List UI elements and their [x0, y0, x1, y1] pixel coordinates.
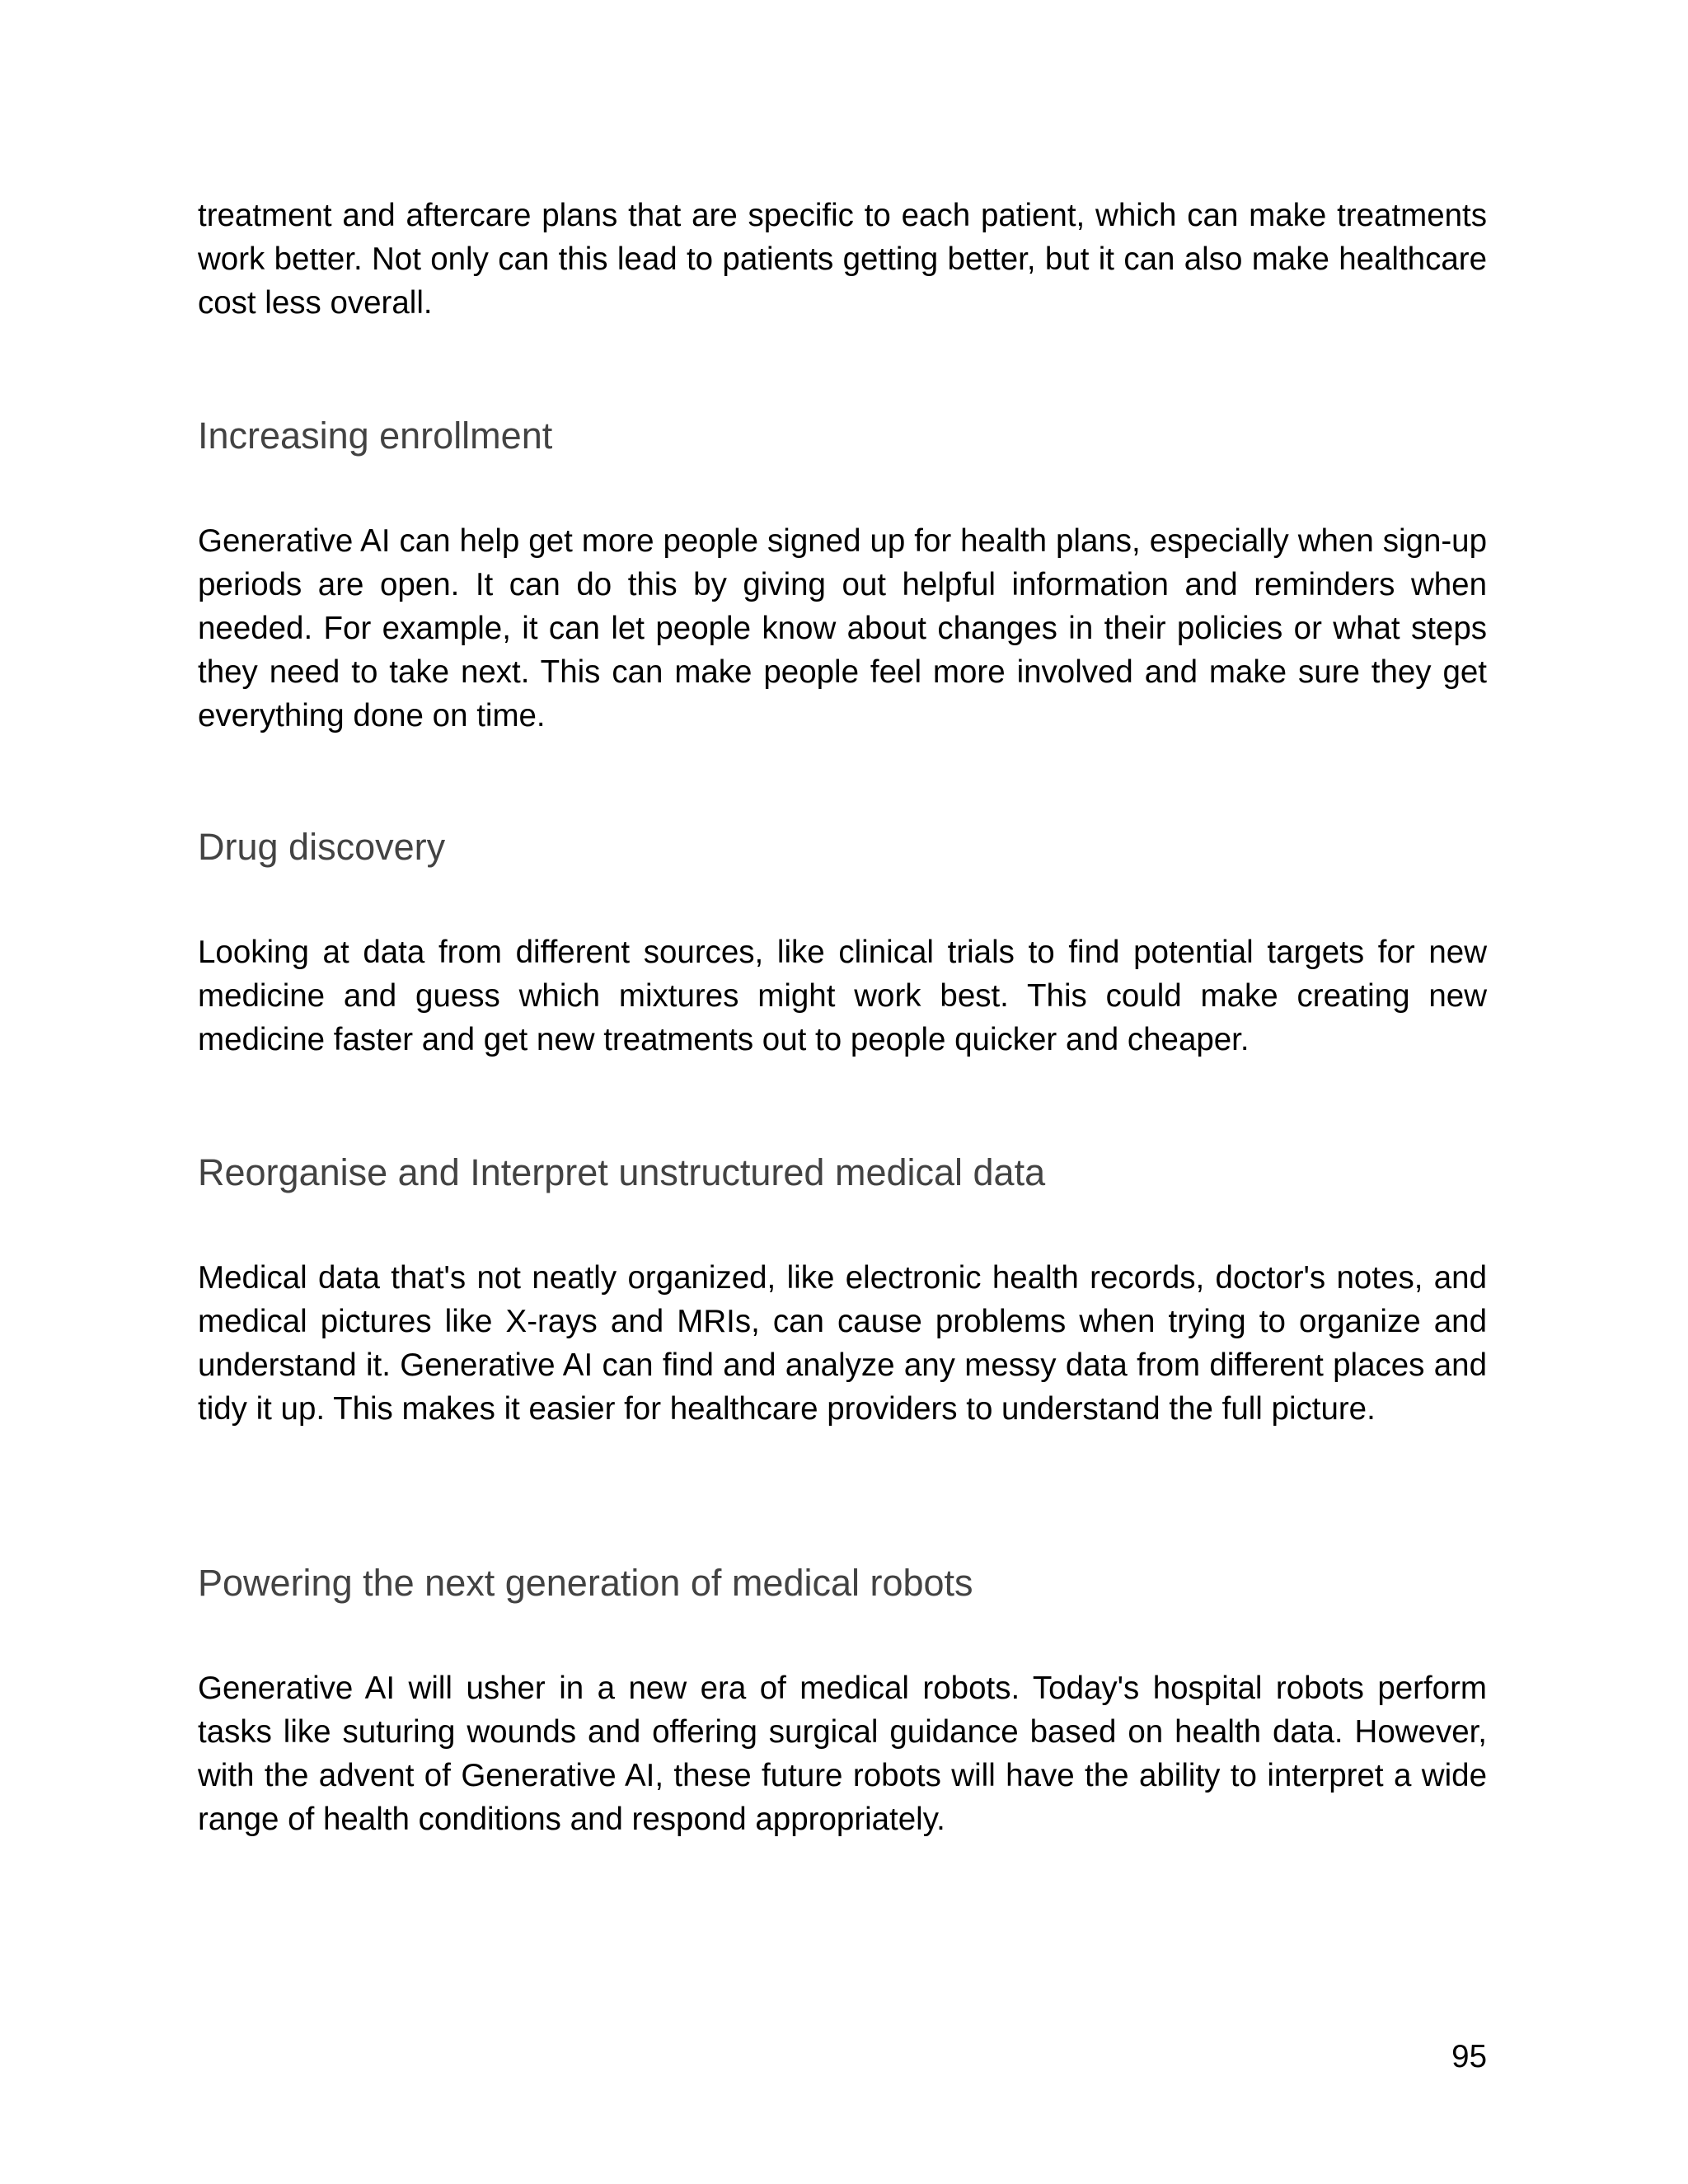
- intro-paragraph: treatment and aftercare plans that are specific to each patient, which can make treatments work better. Not only can this lead to patients getting better, but it can also make healthcare cost less overall.: [198, 198, 1487, 321]
- section-body-increasing-enrollment: Generative AI can help get more people signed up for health plans, especially when sign-up periods are open. It can do this by giving out helpful information and reminders when needed. For example, it can let people know about changes in their policies or what steps they need to take next. This can make people feel more involved and make sure they get everything done on time.: [198, 523, 1487, 733]
- section-heading-drug-discovery: Drug discovery: [198, 826, 446, 868]
- section-heading-unstructured-data: Reorganise and Interpret unstructured medical data: [198, 1151, 1046, 1193]
- section-body-drug-discovery: Looking at data from different sources, like clinical trials to find potential targets for new medicine and guess which mixtures might work best. This could make creating new medicine faster and get new treatments out to people quicker and cheaper.: [198, 935, 1487, 1057]
- page-number: 95: [1451, 2039, 1487, 2074]
- section-body-unstructured-data: Medical data that's not neatly organized, like electronic health records, doctor's notes, and medical pictures like X-rays and MRIs, can cause problems when trying to organize and understand it. Generative AI can find and analyze any messy data from different places and tidy it up. This makes it easier for healthcare providers to understand the full picture.: [198, 1260, 1487, 1427]
- section-body-medical-robots: Generative AI will usher in a new era of medical robots. Today's hospital robots perform tasks like suturing wounds and offering surgical guidance based on health data. However, with the advent of Generative AI, these future robots will have the ability to interpret a wide range of health conditions and respond appropriately.: [198, 1671, 1487, 1837]
- section-heading-increasing-enrollment: Increasing enrollment: [198, 415, 553, 457]
- section-heading-medical-robots: Powering the next generation of medical robots: [198, 1562, 973, 1604]
